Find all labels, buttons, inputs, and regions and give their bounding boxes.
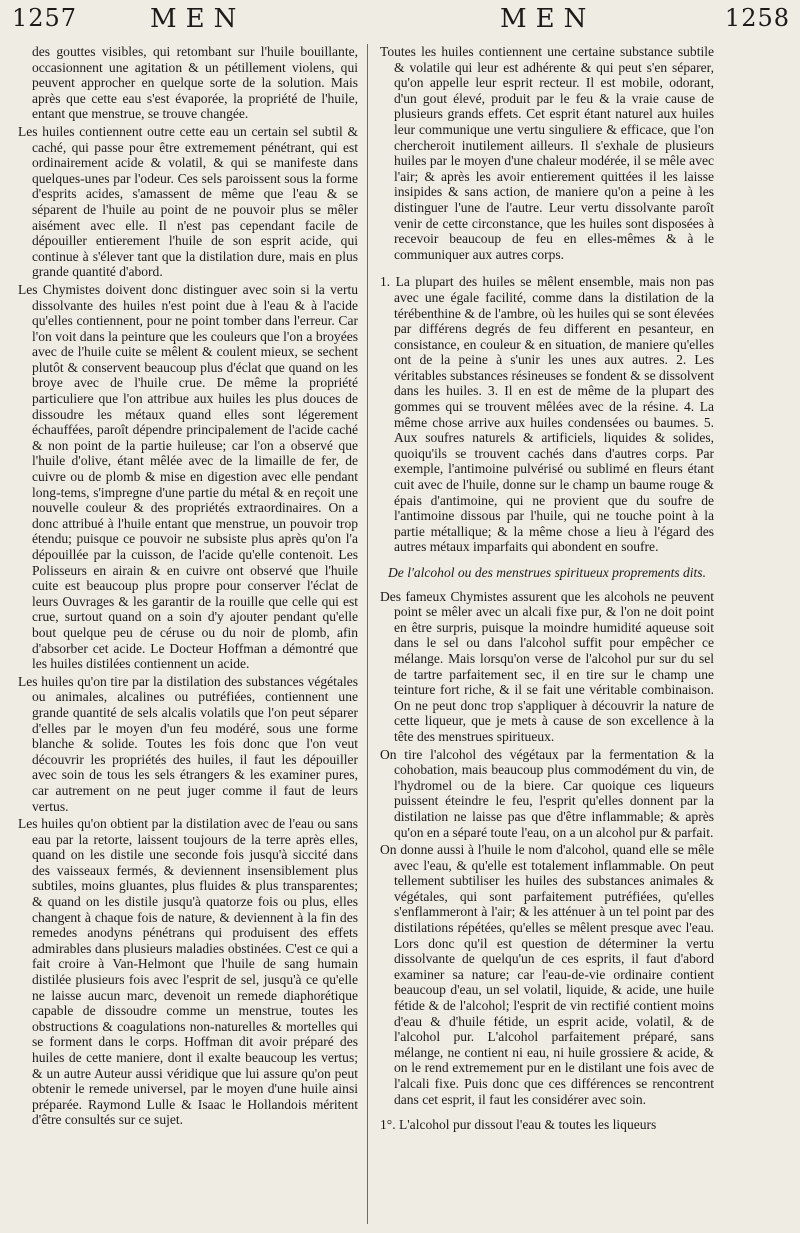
right-page-number: 1258 xyxy=(724,4,790,32)
right-column xyxy=(380,44,714,1135)
section-heading: De l'alcohol ou des menstrues spiritueux proprements dits. xyxy=(388,565,706,580)
numbered-paragraph: 1. La plupart des huiles se mêlent ensemble, mais non pas avec une égale facilité, comme dans la distilation de la térébenthine & de l'ambre, où les huiles qui se sont élevées par différens degrés de feu different en pesanteur, en consistance, en couleur & en situation, de maniere qu'elles ont de la peine à s'unir les unes aux autres. 2. Les véritables substances résineuses se fondent & se dissolvent dans les huiles. 3. Il en est de même de la plupart des gommes qui se trouvent mêlées avec de la résine. 4. La même chose arrive aux huiles condensées ou baumes. 5. Aux soufres naturels & artificiels, liquides & solides, quoiqu'ils se trouvent cachés dans d'autres corps. Par exemple, l'antimoine pulvérisé ou sublimé en fleurs étant cuit avec de l'huile, donne sur le champ un baume rouge & épais d'antimoine, qui ne provient que du soufre de l'antimoine dissous par l'huile, qui ne touche point à la partie métallique; & la même chose a lieu à l'égard des autres métaux imparfaits qui abondent en soufre. xyxy=(380,274,714,555)
paragraph: On tire l'alcohol des végétaux par la fermentation & la cohobation, mais beaucoup plus commodément du vin, de l'hydromel ou de la biere. Car quoique ces liqueurs puissent éteindre le feu, l'esprit qu'elles donnent par la distilation ne laisse pas que d'être inflammable; & après qu'on en a séparé toute l'eau, on a un alcohol pur & parfait. xyxy=(380,746,714,840)
paragraph: 1°. L'alcohol pur dissout l'eau & toutes les liqueurs xyxy=(380,1117,657,1133)
page-header xyxy=(0,4,800,40)
paragraph: des gouttes visibles, qui retombant sur l'huile bouillante, occasionnent une agitation & un pétillement violens, qui peuvent approcher en quelque sorte de la solution. Mais après que cette eau s'est évaporée, la propriété de l'huile, entant que menstrue, se trouve changée. xyxy=(32,44,358,122)
right-running-head: MEN xyxy=(500,4,596,34)
left-column xyxy=(18,44,358,1130)
paragraph: Les Chymistes doivent donc distinguer avec soin si la vertu dissolvante des huiles n'est point due à l'eau & à l'acide qu'elles contiennent, pour ne point tomber dans l'erreur. Car l'on voit dans la peinture que les couleurs que l'on a broyées avec de l'huile cuite se mêlent & coulent mieux, se sechent plutôt & conservent beaucoup plus d'éclat que quand on les broye avec de l'huile crue. De même la propriété particuliere que l'on attribue aux huiles les plus douces de dissoudre les métaux quand elles sont légerement échauffées, paroît dépendre principalement de l'acide caché & non point de la partie huileuse; car l'on a observé que l'huile d'olive, étant mêlée avec de la limaille de fer, de cuivre ou de plomb & mise en digestion avec elle pendant long-tems, s'impregne d'une partie du métal & en reçoit une nouvelle couleur & des propriétés extraordinaires. On a donc attribué à l'huile entant que menstrue, un pouvoir trop étendu; puisque ce pouvoir ne subsiste plus après qu'on l'a dépouillée par la cuisson, de l'acide qu'elle contenoit. Les Polisseurs en airain & en cuivre ont observé que l'huile cuite est beaucoup plus propre pour conserver l'éclat de leurs Ouvrages & les garantir de la rouille que celle qui est crue, surtout quand on a soin d'y ajouter pendant qu'elle bout quelque peu de céruse ou du noir de plomb, afin d'absorber cet acide. Le Docteur Hoffman a démontré que les huiles distilées contiennent un acide. xyxy=(18,281,358,672)
paragraph: On donne aussi à l'huile le nom d'alcohol, quand elle se mêle avec l'eau, & qu'elle est totalement inflammable. On peut tellement subtiliser les huiles des substances animales & végétales, qui sont parfaitement putréfiées, qu'elles s'enflammeront à l'air; & les atténuer à un tel point par des distilations répétées, qu'elles se mêlent presque avec l'eau. Lors donc qu'il est question de déterminer la vertu dissolvante de quelqu'un de ces esprits, il faut d'abord examiner sa nature; car l'eau-de-vie ordinaire contient beaucoup d'eau, un sel volatil, liquide, & acide, une huile fétide & de l'alcohol; l'esprit de vin rectifié contient moins d'eau & d'huile fétide, un esprit acide, volatil, & de l'alcohol pur. L'alcohol parfaitement préparé, sans mélange, ne contient ni eau, ni huile grossiere & acide, & on le rend extremement pur en le distilant une fois avec de l'alcali fixe. Puis donc que ces différences se rencontrent dans cet esprit, il faut les considérer avec soin. xyxy=(380,842,714,1107)
paragraph: Les huiles qu'on obtient par la distilation avec de l'eau ou sans eau par la retorte, laissent toujours de la terre après elles, quand on les distile une seconde fois jusqu'à siccité dans des vaisseaux fermés, & deviennent insensiblement plus subtiles, moins gluantes, plus fluides & plus transparentes; & quand on les distile jusqu'à quatorze fois ou plus, elles changent à chaque fois de nature, & deviennent à la fin des remedes anodyns pénétrans qui produisent des effets admirables dans plusieurs maladies obstinées. C'est ce qui a fait croire à Van-Helmont que l'huile de sang humain distilée plusieurs fois avec l'esprit de sel, jusqu'à ce qu'elle ne laisse aucun marc, devenoit un remede diaphorétique capable de dissoudre comme un menstrue, toutes les obstructions & coagulations non-naturelles & mortelles qui se forment dans le corps. Hoffman dit avoir préparé des huiles de cette maniere, dont il exalte beaucoup les vertus; & un autre Auteur aussi véridique que lui assure qu'on peut obtenir le remede universel, par le moyen d'une huile ainsi préparée. Raymond Lulle & Isaac le Hollandois méritent d'être consultés sur ce sujet. xyxy=(18,816,358,1128)
left-page-number: 1257 xyxy=(12,4,78,32)
left-running-head: MEN xyxy=(150,4,246,34)
column-divider xyxy=(367,44,368,1224)
paragraph: Toutes les huiles contiennent une certaine substance subtile & volatile qui leur est adhérente & qui peut s'en séparer, qu'on appelle leur esprit recteur. Il est mobile, odorant, d'un gout élevé, produit par le feu & la vraie cause de plusieurs grands effets. Cet esprit étant naturel aux huiles leur communique une vertu singuliere & efficace, que l'on chercheroit inutilement ailleurs. Il s'exhale de plusieurs huiles par le moyen d'une chaleur modérée, il se mêle avec l'air; & après les avoir entierement quittées il les laisse insipides & sans action, de maniere qu'on a peine à les distinguer l'une de l'autre. Leur vertu dissolvante paroît venir de cette circonstance, que les huiles sont disposées à recevoir beaucoup de feu en elles-mêmes & à le communiquer aux autres corps. xyxy=(380,44,714,262)
paragraph: Les huiles contiennent outre cette eau un certain sel subtil & caché, qui passe pour être extremement pénétrant, qui est ordinairement acide & volatil, & qui se manifeste dans quelques-unes par l'odeur. Ces sels paroissent sous la forme d'esprits acides, s'amassent de même que l'eau & se séparent de l'huile au point de ne pouvoir plus se mêler aisément avec elle. Il n'est pas cependant facile de dépouiller entierement l'huile de son esprit acide, qui continue à s'élever tant que la distilation dure, mais en plus grande quantité d'abord. xyxy=(18,123,358,280)
paragraph: Les huiles qu'on tire par la distilation des substances végétales ou animales, alcalines ou putréfiées, contiennent une grande quantité de sels alcalis volatils que l'on peut séparer d'elles par le moyen d'un feu modéré, sous une forme blanche & solide. Toutes les fois donc que l'on veut découvrir les propriétés des huiles, il faut les dépouiller avec soin de tous les sels étrangers & les examiner pures, car autrement on ne peut juger comme il faut de leurs vertus. xyxy=(18,673,358,814)
paragraph: Des fameux Chymistes assurent que les alcohols ne peuvent point se mêler avec un alcali fixe pur, & l'on ne doit point en être surpris, puisque la moindre humidité aqueuse soit dans le sel ou dans l'alcohol suffit pour empêcher ce mélange. Mais lorsqu'on verse de l'alcohol pur sur du sel de tartre parfaitement sec, il en tire sur le champ une teinture fort riche, & il se fait une véritable combinaison. On ne peut donc trop s'appliquer à découvrir la nature de cette liqueur, que je mets à cause de son excellence à la tête des menstrues spiritueux. xyxy=(380,588,714,744)
